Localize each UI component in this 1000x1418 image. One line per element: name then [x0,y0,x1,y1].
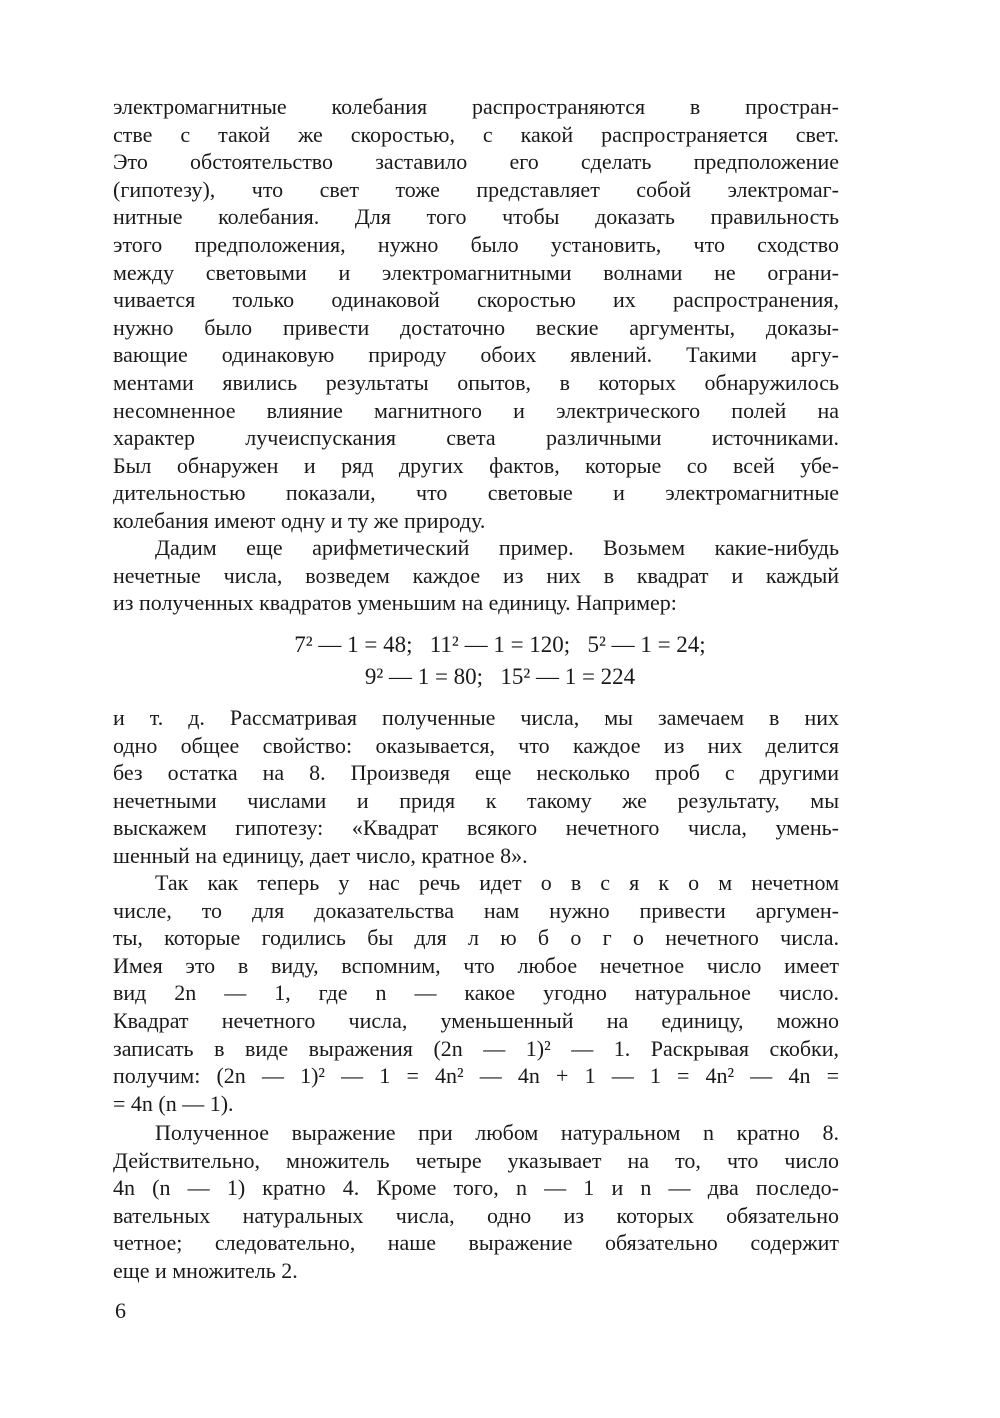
text-line: из полученных квадратов уменьшим на единицу. Например: [113,590,677,616]
paragraph-arithmetic-example [113,534,839,617]
text-line: ментами явились результаты опытов, в которых обнаружилось [113,369,839,395]
text-line: вид 2n — 1, где n — какое угодно натуральное число. [113,980,839,1006]
text-line: чивается только одинаковой скоростью их распространения, [113,287,839,313]
text-line: нечетные числа, возведем каждое из них в квадрат и каждый [113,562,839,588]
text-line: одно общее свойство: оказывается, что каждое из них делится [113,732,839,758]
paragraph-conclusion [113,1119,839,1285]
text-line: (гипотезу), что свет тоже представляет собой электромаг- [113,176,839,202]
text-line: числе, то для доказательства нам нужно привести аргумен- [113,897,839,923]
text-line: дительностью показали, что световые и электромагнитные [113,480,839,506]
text-line: Действительно, множитель четыре указывает на то, что число [113,1147,839,1173]
text-line: стве с такой же скоростью, с какой распространяется свет. [113,121,839,147]
text-line: колебания имеют одну и ту же природу. [113,507,486,533]
text-line: вающие одинаковую природу обоих явлений. Такими аргу- [113,342,839,368]
text-line: вательных натуральных числа, одно из которых обязательно [113,1202,839,1228]
text-line: между световыми и электромагнитными волнами не ограни- [113,259,839,285]
text-line: Так как теперь у нас речь идет о в с я к о м нечетном [155,870,839,895]
text-line: этого предположения, нужно было установить, что сходство [113,231,839,257]
text-line: и т. д. Рассматривая полученные числа, мы замечаем в них [113,705,839,730]
text-line: Это обстоятельство заставило его сделать предположение [113,149,839,175]
equation-line-2: 9² — 1 = 80; 15² — 1 = 224 [364,664,636,689]
text-line: без остатка на 8. Произведя еще несколько проб с другими [113,760,839,786]
text-line: нитные колебания. Для того чтобы доказать правильность [113,204,839,230]
text-line: электромагнитные колебания распространяются в простран- [113,94,839,119]
equation-line-1: 7² — 1 = 48; 11² — 1 = 120; 5² — 1 = 24; [294,632,706,657]
text-line: нечетными числами и придя к такому же результату, мы [113,787,839,813]
text-line: 4n (n — 1) кратно 4. Кроме того, n — 1 и n — два последо- [113,1175,839,1201]
text-line: выскажем гипотезу: «Квадрат всякого нечетного числа, умень- [113,815,839,841]
text-line: характер лучеиспускания света различными источниками. [113,425,839,451]
text-line: Квадрат нечетного числа, уменьшенный на единицу, можно [113,1007,839,1033]
text-line: шенный на единицу, дает число, кратное 8». [113,842,528,868]
page-number: 6 [115,1298,126,1323]
text-line: ты, которые годились бы для л ю б о г о нечетного числа. [113,925,839,951]
text-line: Имея это в виду, вспомним, что любое нечетное число имеет [113,952,839,978]
paragraph-electromagnetic [113,93,839,535]
text-line: Был обнаружен и ряд других фактов, которые со всей убе- [113,452,839,478]
text-line: несомненное влияние магнитного и электрического полей на [113,397,839,423]
text-line: записать в виде выражения (2n — 1)² — 1. Раскрывая скобки, [113,1035,839,1061]
text-line: еще и множитель 2. [113,1257,298,1283]
text-line: нужно было привести достаточно веские аргументы, доказы- [113,314,839,340]
text-line: Полученное выражение при любом натуральном n кратно 8. [155,1120,839,1145]
text-line: четное; следовательно, наше выражение обязательно содержит [113,1230,839,1256]
paragraph-proof-setup [113,869,839,1117]
text-line: получим: (2n — 1)² — 1 = 4n² — 4n + 1 — 1 = 4n² — 4n = [113,1063,839,1089]
paragraph-hypothesis [113,704,839,870]
text-line: Дадим еще арифметический пример. Возьмем какие-нибудь [155,535,839,560]
text-line: = 4n (n — 1). [113,1090,234,1116]
